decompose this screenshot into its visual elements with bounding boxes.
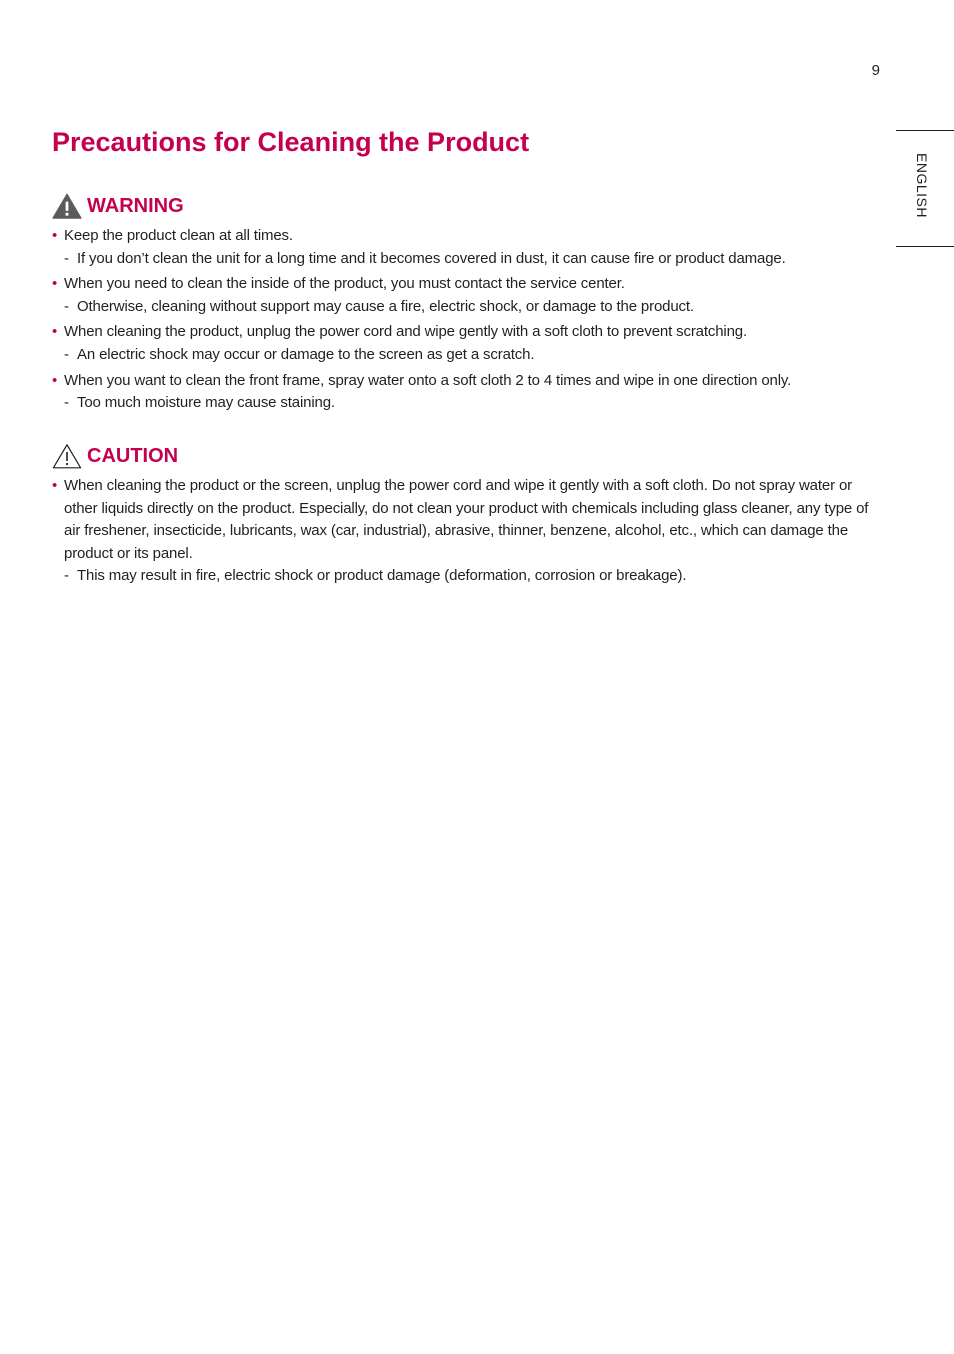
bullet-icon: •	[52, 371, 58, 389]
caution-heading	[52, 442, 872, 470]
warning-list	[52, 225, 872, 415]
language-tab	[896, 130, 954, 247]
sub-item-text: Too much moisture may cause staining.	[77, 394, 335, 412]
sub-item-text: If you don’t clean the unit for a long time and it becomes covered in dust, it can cause fire or product damage.	[77, 249, 786, 267]
page-number: 9	[871, 62, 880, 79]
bullet-icon: •	[52, 227, 58, 244]
bullet-icon: •	[52, 275, 58, 293]
item-text: When cleaning the product or the screen, unplug the power cord and wipe it gently with a soft cloth. Do not spray water or other liquids directly on the product. Especially, do not clean your product with chemicals including glass cleaner, any type of air freshener, insecticide, lubricants, wax (car, industrial), abrasive, thinner, benzene, alcohol, etc., which can damage the product or its panel.	[64, 477, 869, 562]
warning-section	[52, 192, 872, 418]
sub-item-text: An electric shock may occur or damage to the screen as get a scratch.	[77, 345, 535, 363]
bullet-icon: •	[52, 323, 58, 341]
sub-item: - If you don’t clean the unit for a long time and it becomes covered in dust, it can cause fire or product damage.	[64, 248, 872, 271]
caution-label: CAUTION	[87, 445, 179, 467]
sub-item: - Too much moisture may cause staining.	[64, 392, 872, 415]
sub-item: - An electric shock may occur or damage to the screen as get a scratch.	[64, 344, 872, 367]
list-item	[52, 321, 872, 366]
item-text: Keep the product clean at all times.	[64, 227, 293, 244]
language-tab-label: ENGLISH	[914, 153, 930, 218]
list-item	[52, 475, 872, 588]
sub-item-text: This may result in fire, electric shock or product damage (deformation, corrosion or breakage).	[77, 567, 687, 585]
caution-list	[52, 475, 872, 588]
item-text: When cleaning the product, unplug the power cord and wipe gently with a soft cloth to prevent scratching.	[64, 323, 747, 341]
warning-label: WARNING	[87, 195, 184, 217]
list-item	[52, 273, 872, 318]
sub-item-text: Otherwise, cleaning without support may cause a fire, electric shock, or damage to the product.	[77, 297, 694, 315]
item-text: When you need to clean the inside of the product, you must contact the service center.	[64, 275, 625, 293]
sub-item: - Otherwise, cleaning without support may cause a fire, electric shock, or damage to the product.	[64, 296, 872, 319]
list-item	[52, 225, 872, 270]
item-text: When you want to clean the front frame, spray water onto a soft cloth 2 to 4 times and wipe in one direction only.	[64, 371, 792, 389]
warning-heading	[52, 192, 872, 220]
sub-item: - This may result in fire, electric shock or product damage (deformation, corrosion or breakage).	[64, 565, 872, 588]
page-title: Precautions for Cleaning the Product	[52, 127, 530, 157]
list-item	[52, 370, 872, 415]
bullet-icon: •	[52, 477, 58, 494]
caution-section	[52, 442, 872, 591]
caution-triangle-icon	[52, 443, 82, 469]
warning-triangle-icon	[52, 193, 82, 219]
